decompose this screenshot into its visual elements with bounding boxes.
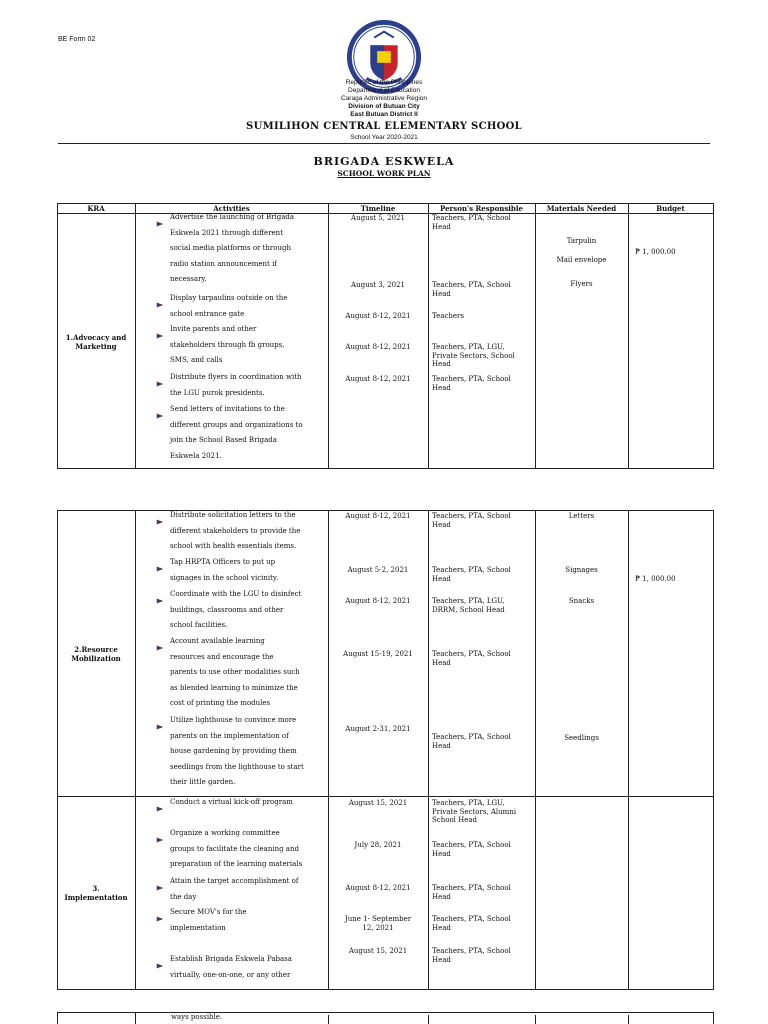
activity-item: Organize a working committee groups to facilitate the cleaning and preparation of the learning materials [170,829,303,869]
timeline-entry: August 2-31, 2021 [345,725,411,733]
arrow-bullet-icon [156,829,163,836]
timeline-entry: August 8-12, 2021 [345,375,411,383]
kra-advocacy: 1.Advocacy and Marketing [65,333,127,351]
activity-item: Account available learning resources and encourage the parents to use other modalities such as blended learning to minimize the cost of printing the modules [170,637,300,708]
activity-continuation: ways possible. [171,1013,226,1021]
activity-item: Secure MOV's for the implementation [170,908,247,932]
col-header-activities: Activities [213,204,250,213]
material-entry: Signages [565,566,598,574]
arrow-bullet-icon [156,511,163,518]
timeline-entry: August 8-12, 2021 [345,884,411,892]
activity-item: Establish Brigada Eskwela Pabasa virtually, one-on-one, or any other [170,955,292,979]
timeline-entry: August 8-12, 2021 [345,512,411,520]
person-entry: Teachers, PTA, School Head [432,281,511,298]
arrow-bullet-icon [156,294,163,301]
person-entry: Teachers, PTA, School Head [432,915,511,932]
material-entry: Letters [568,512,595,520]
arrow-bullet-icon [156,558,163,565]
timeline-entry: August 15-19, 2021 [343,650,413,658]
timeline-entry: August 5-2, 2021 [347,566,409,574]
col-header-materials: Materials Needed [546,204,617,213]
person-entry: Teachers, PTA, LGU, Private Sectors, School Head [432,343,515,368]
header-division: Division of Butuan City [348,103,420,110]
person-entry: Teachers [432,312,464,320]
arrow-bullet-icon [156,637,163,644]
header-rule [58,143,710,144]
person-entry: Teachers, PTA, School Head [432,214,511,231]
timeline-entry: August 15, 2021 [348,947,408,955]
arrow-bullet-icon [156,877,163,884]
material-entry: Seedlings [564,734,599,742]
timeline-entry: August 8-12, 2021 [345,597,411,605]
person-entry: Teachers, PTA, School Head [432,512,511,529]
activity-item: Utilize lighthouse to convince more parents on the implementation of house gardening by providing them seedlings from the lighthouse to start their little garden. [170,716,304,787]
activity-item: Distribute flyers in coordination with the LGU purok presidents. [170,373,302,397]
budget-value: ₱ 1, 000.00 [635,248,676,256]
material-entry: Snacks [568,597,595,605]
arrow-bullet-icon [156,373,163,380]
material-entry: Flyers [570,280,593,288]
person-entry: Teachers, PTA, School Head [432,650,511,667]
activity-item: Attain the target accomplishment of the day [170,877,299,901]
activity-item: Coordinate with the LGU to disinfect buildings, classrooms and other school facilities. [170,590,302,630]
form-code: BE Form 02 [58,36,96,43]
person-entry: Teachers, PTA, School Head [432,841,511,858]
col-header-kra: KRA [87,204,105,213]
arrow-bullet-icon [156,213,163,220]
material-entry: Tarpulin [566,237,597,245]
timeline-entry: June 1- September 12, 2021 [344,915,412,932]
arrow-bullet-icon [156,405,163,412]
timeline-entry: August 3, 2021 [351,281,405,289]
timeline-entry: August 5, 2021 [351,214,405,222]
school-year: School Year 2020-2021 [350,134,418,141]
person-entry: Teachers, PTA, School Head [432,884,511,901]
doc-title: BRIGADA ESKWELA [313,155,455,168]
arrow-bullet-icon [156,590,163,597]
header-department: Department of Education [348,87,420,94]
activity-item: Conduct a virtual kick-off program [170,798,293,806]
arrow-bullet-icon [156,908,163,915]
arrow-bullet-icon [156,325,163,332]
person-entry: Teachers, PTA, School Head [432,733,511,750]
kra-implementation: 3. Implementation [64,884,128,902]
activity-item: Invite parents and other stakeholders through fb groups, SMS, and calls [170,325,285,365]
col-header-budget: Budget [656,204,685,213]
col-header-timeline: Timeline [360,204,396,213]
person-entry: Teachers, PTA, School Head [432,947,511,964]
school-name: SUMILIHON CENTRAL ELEMENTARY SCHOOL [246,121,522,132]
activity-item: Distribute solicitation letters to the different stakeholders to provide the school with health essentials items. [170,511,301,551]
person-entry: Teachers, PTA, LGU, Private Sectors, Alumni School Head [432,799,517,824]
header-republic: Republic of the Philippines [345,79,423,86]
arrow-bullet-icon [156,955,163,962]
doc-subtitle: SCHOOL WORK PLAN [337,169,431,178]
activity-item: Advertise the launching of Brigada Eskwela 2021 through different social media platforms or through radio station announcement if necessary. [170,213,295,284]
kra-resource-mobilization: 2.Resource Mobilization [71,645,121,663]
timeline-entry: August 15, 2021 [348,799,408,807]
arrow-bullet-icon [156,716,163,723]
arrow-bullet-icon [156,798,163,805]
activity-item: Display tarpaulins outside on the school entrance gate [170,294,288,318]
activity-item: Send letters of invitations to the different groups and organizations to join the School Based Brigada Eskwela 2021. [170,405,303,460]
timeline-entry: August 8-12, 2021 [345,343,411,351]
activity-item: Tap HRPTA Officers to put up signages in the school vicinity. [170,558,279,582]
col-header-persons: Person's Responsible [440,204,523,213]
header-region: Caraga Administrative Region [341,95,427,102]
header-district: East Butuan District II [350,111,418,118]
person-entry: Teachers, PTA, LGU, DRRM, School Head [432,597,505,614]
person-entry: Teachers, PTA, School Head [432,566,511,583]
budget-value: ₱ 1, 000.00 [635,575,676,583]
material-entry: Mail envelope [556,256,607,264]
timeline-entry: July 28, 2021 [354,841,402,849]
person-entry: Teachers, PTA, School Head [432,375,511,392]
timeline-entry: August 8-12, 2021 [345,312,411,320]
